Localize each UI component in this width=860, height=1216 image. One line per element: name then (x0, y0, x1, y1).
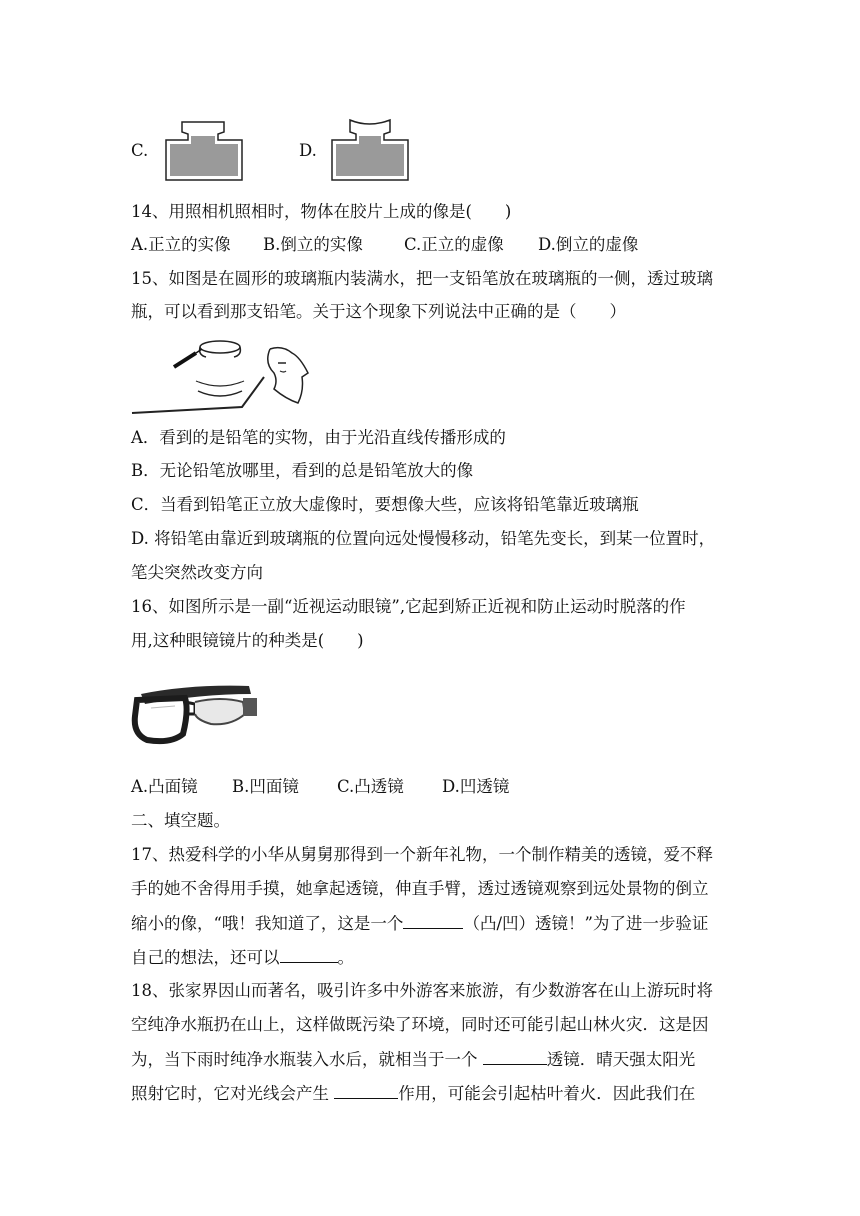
q18-line4-text-after: 作用，可能会引起枯叶着火．因此我们在 (398, 1084, 696, 1103)
q14-option-b: B.倒立的实像 (263, 235, 363, 254)
q17-line3-text-after: （凸/凹）透镜！”为了进一步验证 (463, 914, 709, 933)
q14-option-c: C.正立的虚像 (404, 235, 504, 254)
q15-option-b: B．无论铅笔放哪里，看到的总是铅笔放大的像 (131, 461, 474, 480)
q18-line1: 18、张家界因山而著名，吸引许多中外游客来旅游，有少数游客在山上游玩时将 (131, 981, 713, 1000)
q16-stem-line2: 用,这种眼镜镜片的种类是( ) (131, 631, 364, 650)
q18-answer-blank-2[interactable] (334, 1082, 398, 1099)
q13-option-d-label: D. (299, 141, 317, 160)
q13-option-d-figure (328, 118, 412, 182)
q17-line4-text-after: 。 (337, 948, 354, 967)
q17-line1: 17、热爱科学的小华从舅舅那得到一个新年礼物，一个制作精美的透镜，爱不释 (131, 845, 713, 864)
q14-option-d: D.倒立的虚像 (538, 235, 639, 254)
q17-line4-text-before: 自己的想法，还可以 (131, 948, 280, 967)
q16-option-b: B.凹面镜 (232, 777, 299, 796)
q17-answer-blank-2[interactable] (280, 946, 338, 963)
q17-line3-text-before: 缩小的像，“哦！我知道了，这是一个 (131, 914, 404, 933)
q18-line3-text-after: 透镜．晴天强太阳光 (546, 1050, 696, 1069)
q15-option-a: A．看到的是铅笔的实物，由于光沿直线传播形成的 (131, 428, 506, 447)
q15-option-c: C．当看到铅笔正立放大虚像时，要想像大些，应该将铅笔靠近玻璃瓶 (131, 495, 639, 514)
q16-figure-sports-glasses (131, 680, 267, 748)
q18-line3-text-before: 为，当下雨时纯净水瓶装入水后，就相当于一个 (131, 1050, 483, 1069)
q17-answer-blank-1[interactable] (403, 912, 463, 929)
q15-stem-line2: 瓶，可以看到那支铅笔。关于这个现象下列说法中正确的是（ ） (131, 302, 626, 321)
q14-option-a: A.正立的实像 (131, 235, 231, 254)
q15-option-d-line2: 笔尖突然改变方向 (131, 563, 263, 582)
q16-stem-line1: 16、如图所示是一副“近视运动眼镜”,它起到矫正近视和防止运动时脱落的作 (131, 597, 686, 616)
section-title-fill-in: 二、填空题。 (131, 811, 230, 830)
q15-option-d-line1: D. 将铅笔由靠近到玻璃瓶的位置向远处慢慢移动，铅笔先变长，到某一位置时， (131, 529, 716, 548)
q14-stem: 14、用照相机照相时，物体在胶片上成的像是( ) (131, 202, 512, 221)
q16-option-c: C.凸透镜 (337, 777, 404, 796)
q17-line3 (131, 912, 708, 935)
q15-figure-bottle-pencil-observer (128, 333, 320, 417)
q17-line2: 手的她不舍得用手摸，她拿起透镜，伸直手臂，透过透镜观察到远处景物的倒立 (131, 879, 709, 898)
q18-line3 (131, 1048, 695, 1071)
q13-option-c-label: C. (131, 141, 149, 160)
q18-line4 (131, 1082, 695, 1105)
q18-line4-text-before: 照射它时，它对光线会产生 (131, 1084, 335, 1103)
q16-option-d: D.凹透镜 (442, 777, 510, 796)
q13-option-c-figure (162, 118, 246, 182)
q16-option-a: A.凸面镜 (131, 777, 198, 796)
q18-line2: 空纯净水瓶扔在山上，这样做既污染了环境，同时还可能引起山林火灾．这是因 (131, 1015, 709, 1034)
q18-answer-blank-1[interactable] (483, 1048, 547, 1065)
q17-line4 (131, 946, 354, 969)
q15-stem-line1: 15、如图是在圆形的玻璃瓶内装满水，把一支铅笔放在玻璃瓶的一侧，透过玻璃 (131, 269, 713, 288)
